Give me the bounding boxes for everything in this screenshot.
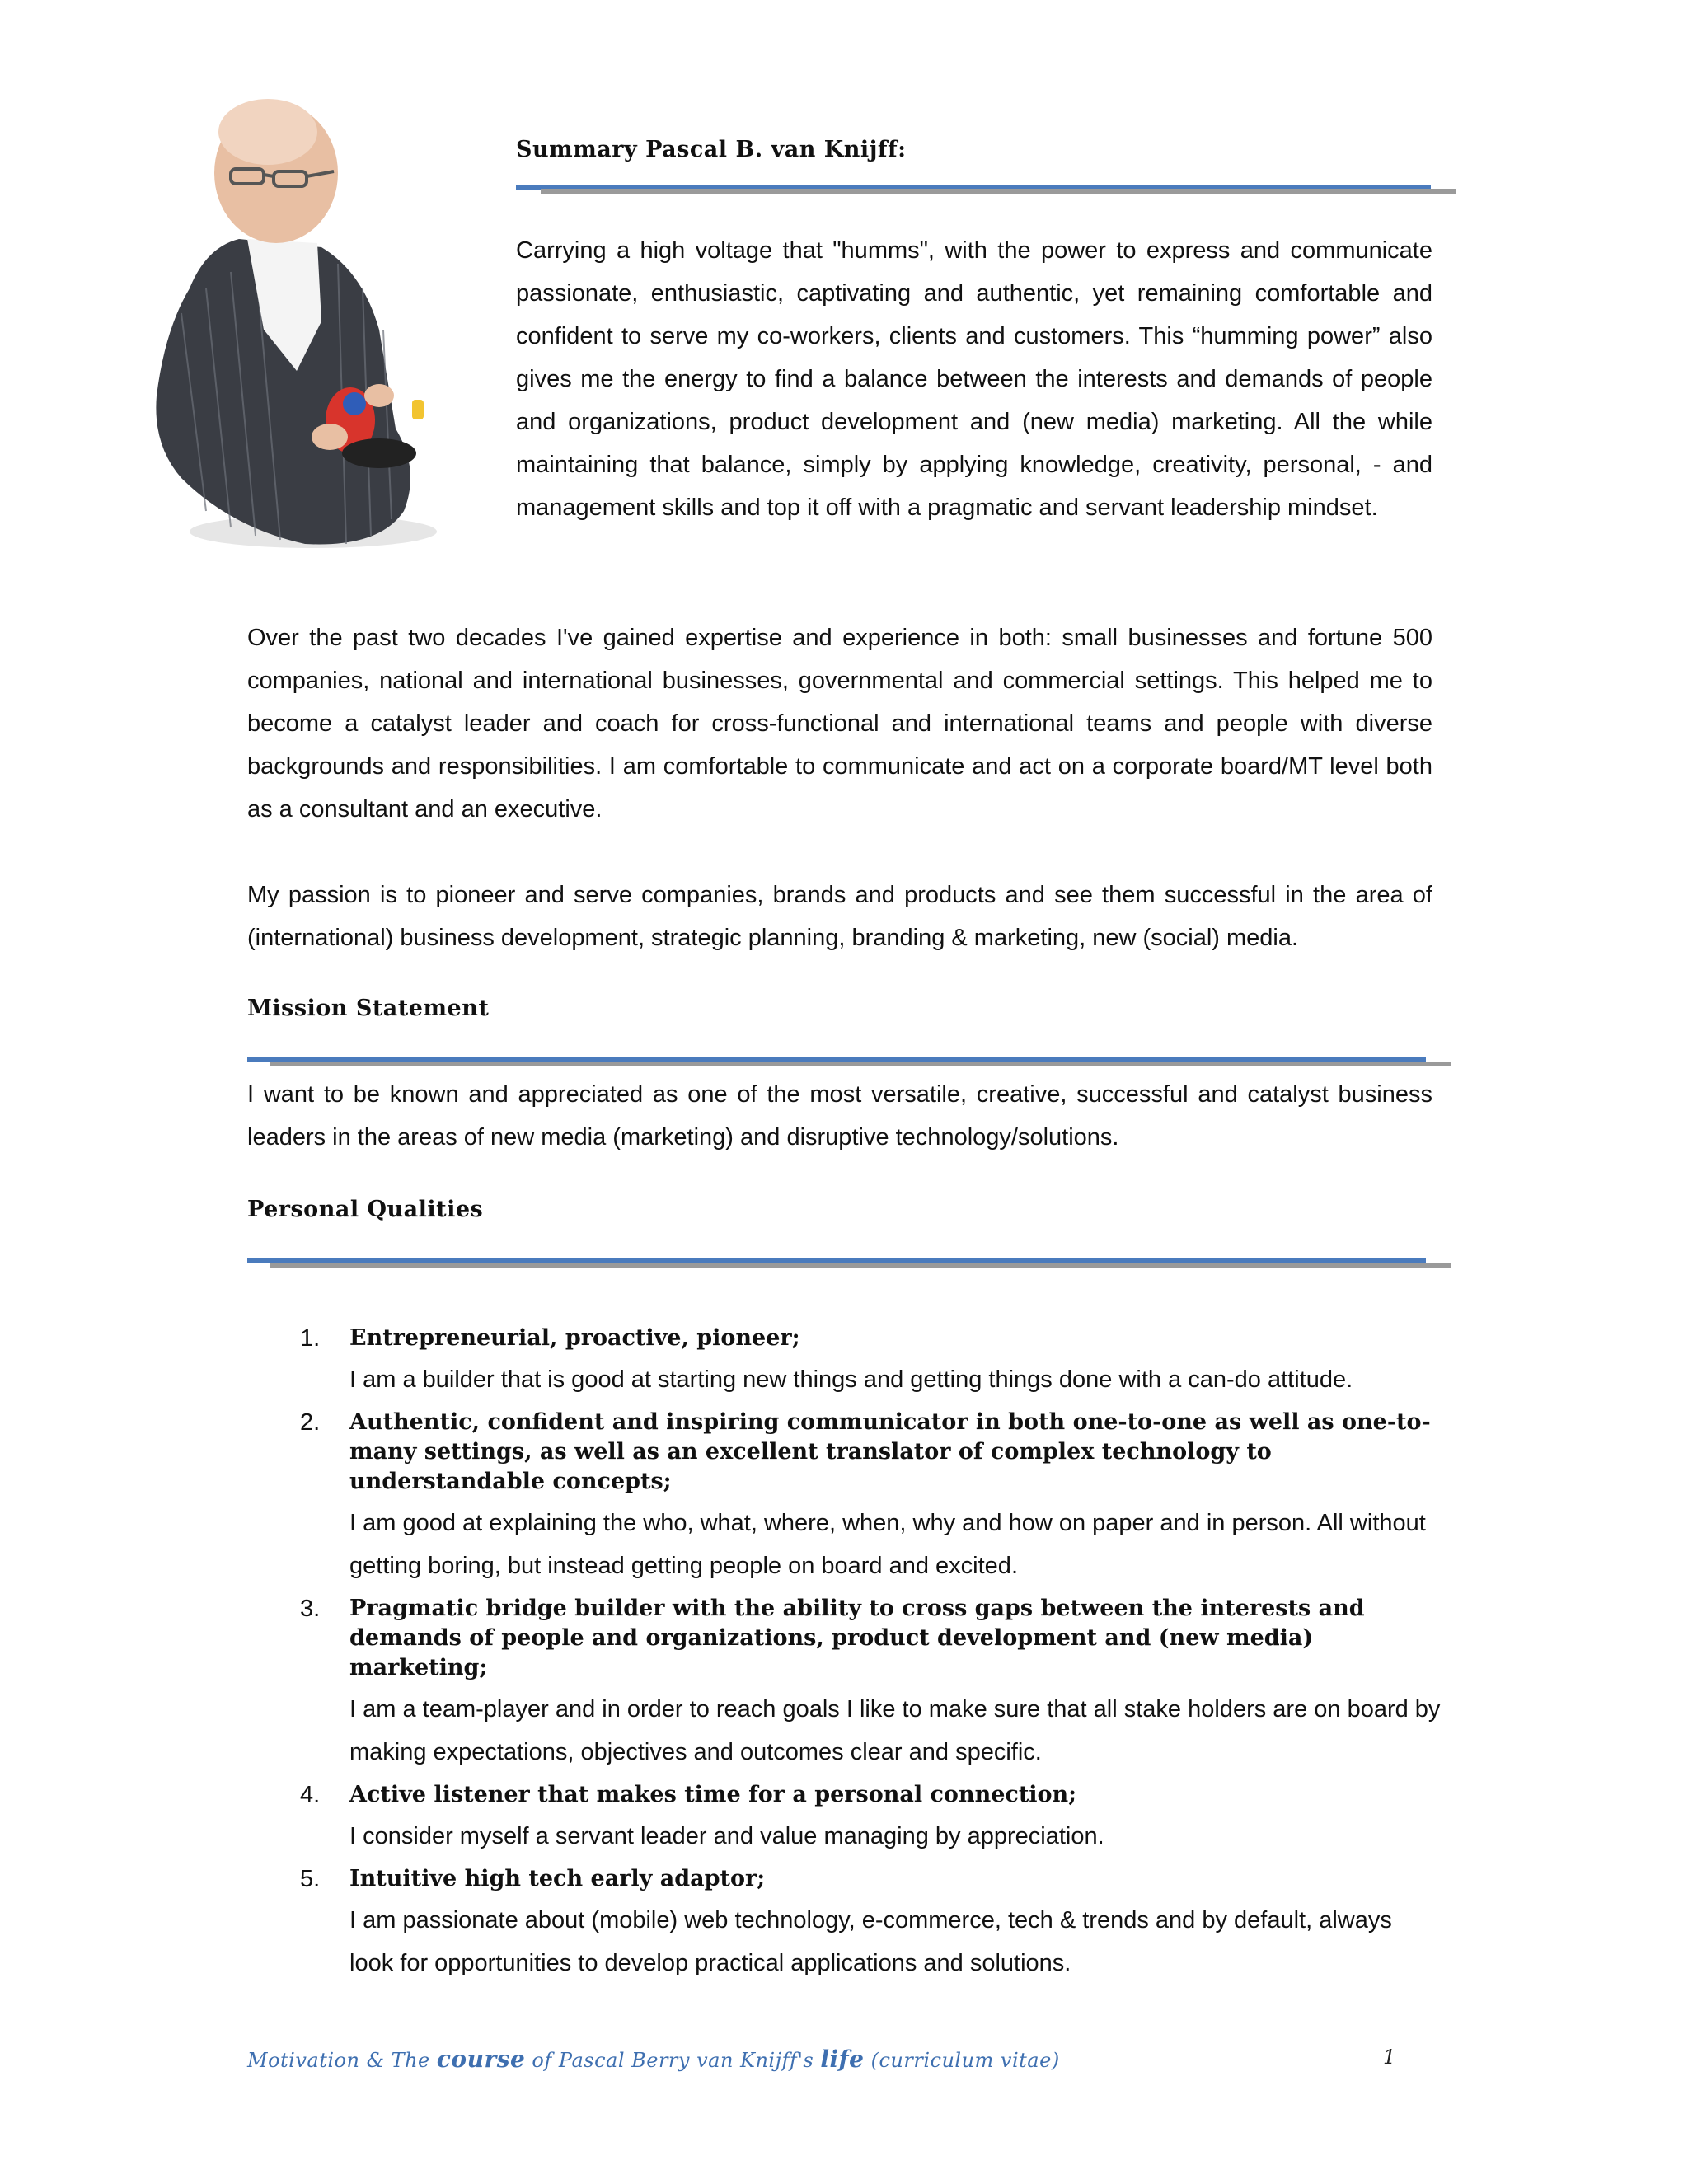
- summary-intro-paragraph: Carrying a high voltage that "humms", with the power to express and communicate passionate, enthusiastic, captivating and authentic, yet remaining comfortable and confident to serve my co-workers, clients and customers. This “humming power” also gives me the energy to find a balance between the interests and demands of people and organizations, product development and (new media) marketing. All the while maintaining that balance, simply by applying knowledge, creativity, personal, - and management skills and top it off with a pragmatic and servant leadership mindset.: [516, 237, 1432, 521]
- quality-item: [280, 1774, 1442, 1858]
- mission-heading: Mission Statement: [247, 996, 490, 1021]
- footer-life: life: [820, 2046, 865, 2073]
- quality-number: 3.: [300, 1596, 321, 1622]
- quality-description: I am a team-player and in order to reach goals I like to make sure that all stake holders are on board by making expectations, objectives and outcomes clear and specific.: [349, 1696, 1441, 1765]
- quality-title: Entrepreneurial, proactive, pioneer;: [349, 1325, 800, 1351]
- quality-item: [280, 1317, 1442, 1401]
- mission-paragraph: I want to be known and appreciated as one of the most versatile, creative, successful and catalyst business leaders in the areas of new media (marketing) and disruptive technology/solutions.: [247, 1081, 1432, 1151]
- quality-number: 5.: [300, 1866, 321, 1892]
- quality-number: 4.: [300, 1782, 321, 1808]
- footer-text-part1: Motivation & The: [247, 2049, 437, 2072]
- summary-heading-rule: [516, 185, 1456, 194]
- page-footer: [247, 2046, 1060, 2073]
- quality-number: 1.: [300, 1325, 321, 1352]
- quality-number: 2.: [300, 1409, 321, 1436]
- qualities-heading: Personal Qualities: [247, 1197, 484, 1222]
- passion-paragraph: My passion is to pioneer and serve companies, brands and products and see them successful in the area of (international) business development, strategic planning, branding & marketing, new (social) media.: [247, 882, 1432, 951]
- quality-description: I am a builder that is good at starting new things and getting things done with a can-do attitude.: [349, 1366, 1353, 1393]
- quality-item: [280, 1587, 1442, 1774]
- qualities-list: [280, 1317, 1442, 1985]
- quality-description: I am good at explaining the who, what, where, when, why and how on paper and in person. All without getting boring, but instead getting people on board and excited.: [349, 1510, 1426, 1579]
- quality-description: I consider myself a servant leader and value managing by appreciation.: [349, 1823, 1104, 1849]
- quality-title: Pragmatic bridge builder with the ability to cross gaps between the interests and demands of people and organizations, product development and (new media) marketing;: [349, 1596, 1365, 1680]
- summary-heading: Summary Pascal B. van Knijff:: [516, 137, 907, 162]
- quality-description: I am passionate about (mobile) web technology, e-commerce, tech & trends and by default, always look for opportunities to develop practical applications and solutions.: [349, 1907, 1392, 1976]
- quality-item: [280, 1401, 1442, 1587]
- quality-title: Authentic, confident and inspiring communicator in both one-to-one as well as one-to-many settings, as well as an excellent translator of complex technology to understandable concepts;: [349, 1409, 1431, 1494]
- quality-item: [280, 1858, 1442, 1985]
- experience-paragraph: Over the past two decades I've gained expertise and experience in both: small businesses and fortune 500 companies, national and international businesses, governmental and commercial settings. This helped me to become a catalyst leader and coach for cross-functional and international teams and people with diverse backgrounds and responsibilities. I am comfortable to communicate and act on a corporate board/MT level both as a consultant and an executive.: [247, 625, 1432, 823]
- mission-heading-rule: [247, 1057, 1451, 1067]
- qualities-heading-rule: [247, 1258, 1451, 1268]
- footer-text-part3: (curriculum vitae): [864, 2049, 1060, 2072]
- quality-title: Active listener that makes time for a personal connection;: [349, 1782, 1077, 1807]
- page-number: 1: [1383, 2046, 1396, 2069]
- portrait-photo: [132, 82, 462, 560]
- quality-title: Intuitive high tech early adaptor;: [349, 1866, 766, 1891]
- footer-text-part2: of Pascal Berry van Knijff's: [525, 2049, 821, 2072]
- footer-course: course: [436, 2046, 526, 2073]
